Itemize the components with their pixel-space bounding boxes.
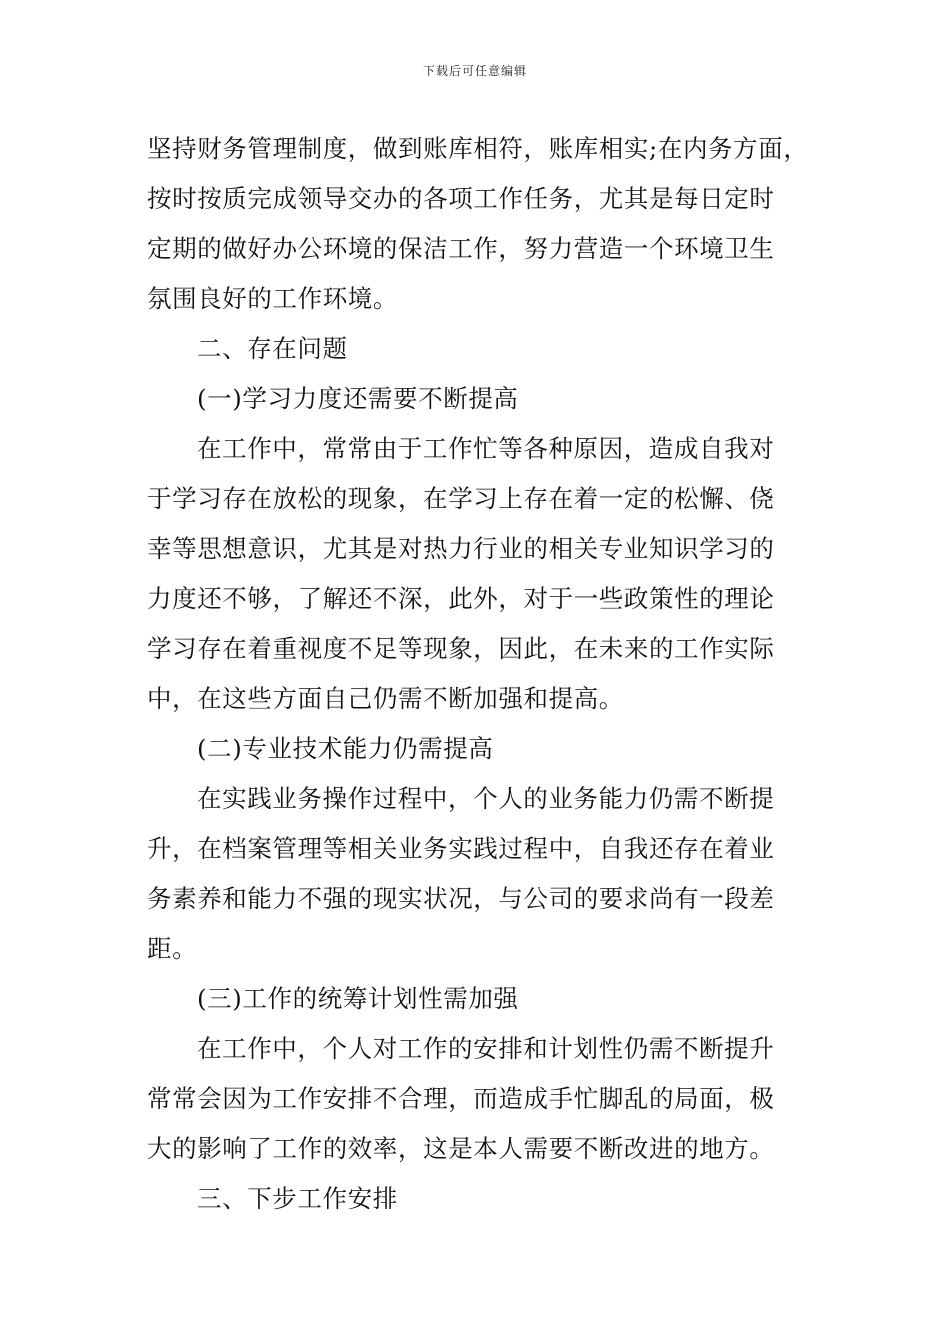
text-line: 坚持财务管理制度，做到账库相符，账库相实;在内务方面， xyxy=(147,134,809,163)
text-line: 在工作中，个人对工作的安排和计划性仍需不断提升 xyxy=(197,1034,775,1063)
text-line: 定期的做好办公环境的保洁工作，努力营造一个环境卫生 xyxy=(147,234,775,263)
text-line: 在实践业务操作过程中，个人的业务能力仍需不断提 xyxy=(197,784,775,813)
section-heading: 二、存在问题 xyxy=(197,334,348,363)
text-line: 按时按质完成领导交办的各项工作任务，尤其是每日定时 xyxy=(147,184,775,213)
text-line: 幸等思想意识，尤其是对热力行业的相关专业知识学习的 xyxy=(147,534,775,563)
text-line: 务素养和能力不强的现实状况，与公司的要求尚有一段差 xyxy=(147,884,775,913)
text-line: 力度还不够，了解还不深，此外，对于一些政策性的理论 xyxy=(147,584,775,613)
text-line: 氛围良好的工作环境。 xyxy=(147,284,398,313)
text-line: 距。 xyxy=(147,934,198,963)
document-body xyxy=(147,124,807,1224)
section-heading: 三、下步工作安排 xyxy=(197,1184,398,1213)
subsection-heading: (一)学习力度还需要不断提高 xyxy=(197,384,519,413)
text-line: 中，在这些方面自己仍需不断加强和提高。 xyxy=(147,684,624,713)
text-line: 大的影响了工作的效率，这是本人需要不断改进的地方。 xyxy=(147,1134,775,1163)
text-line: 于学习存在放松的现象，在学习上存在着一定的松懈、侥 xyxy=(147,484,775,513)
subsection-heading: (三)工作的统筹计划性需加强 xyxy=(197,984,519,1013)
text-line: 在工作中，常常由于工作忙等各种原因，造成自我对 xyxy=(197,434,775,463)
text-line: 学习存在着重视度不足等现象，因此，在未来的工作实际 xyxy=(147,634,775,663)
text-line: 升，在档案管理等相关业务实践过程中，自我还存在着业 xyxy=(147,834,775,863)
header-note: 下载后可任意编辑 xyxy=(422,64,527,78)
text-line: 常常会因为工作安排不合理，而造成手忙脚乱的局面，极 xyxy=(147,1084,775,1113)
subsection-heading: (二)专业技术能力仍需提高 xyxy=(197,734,494,763)
